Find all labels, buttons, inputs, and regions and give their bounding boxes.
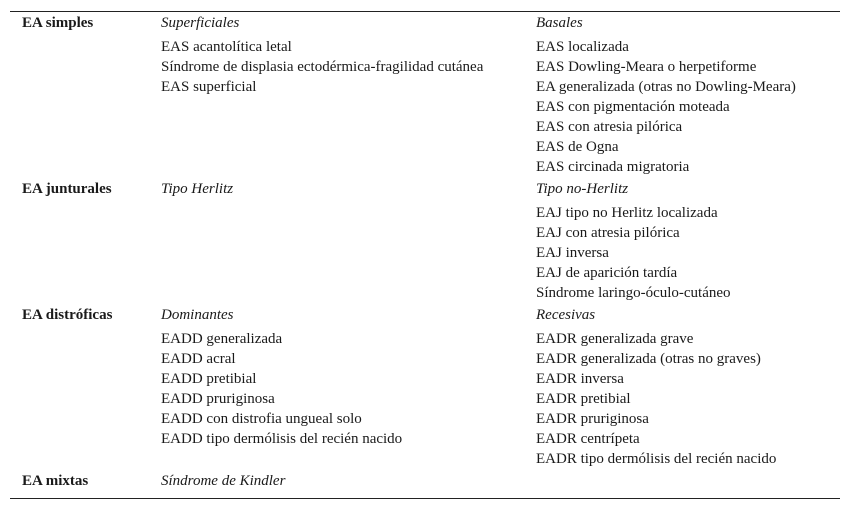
subtype-heading: Basales — [536, 15, 583, 31]
subtype-column-1 — [161, 305, 402, 449]
list-item: EADD acral — [161, 351, 236, 367]
table-top-rule — [10, 11, 840, 12]
list-item: EADR pruriginosa — [536, 411, 649, 427]
category-label: EA junturales — [22, 181, 112, 197]
subtype-column-1 — [161, 13, 483, 97]
list-item: EAJ inversa — [536, 245, 609, 261]
list-item: EADD con distrofia ungueal solo — [161, 411, 362, 427]
subtype-column-2 — [536, 305, 776, 469]
subtype-column-2 — [536, 179, 731, 303]
list-item: EAS con pigmentación moteada — [536, 99, 730, 115]
table-bottom-rule — [10, 498, 840, 499]
subtype-heading: Tipo no-Herlitz — [536, 181, 629, 197]
list-item: EADR inversa — [536, 371, 624, 387]
subtype-heading: Síndrome de Kindler — [161, 473, 286, 489]
list-item: EADR generalizada grave — [536, 331, 694, 347]
list-item: EAJ con atresia pilórica — [536, 225, 680, 241]
list-item: EADD pretibial — [161, 371, 257, 387]
list-item: EAS circinada migratoria — [536, 159, 690, 175]
subtype-column-1 — [161, 179, 233, 203]
list-item: EADR pretibial — [536, 391, 631, 407]
subtype-list — [161, 37, 483, 97]
category-label: EA simples — [22, 15, 94, 31]
subtype-list — [161, 329, 402, 449]
list-item: EAS Dowling-Meara o herpetiforme — [536, 59, 757, 75]
subtype-heading: Recesivas — [536, 307, 596, 323]
subtype-heading: Dominantes — [161, 307, 234, 323]
list-item: EAS de Ogna — [536, 139, 619, 155]
list-item: EADR generalizada (otras no graves) — [536, 351, 761, 367]
list-item: EAS con atresia pilórica — [536, 119, 683, 135]
list-item: EA generalizada (otras no Dowling-Meara) — [536, 79, 796, 95]
list-item: EAJ de aparición tardía — [536, 265, 678, 281]
list-item: EAS localizada — [536, 39, 629, 55]
list-item: EADR centrípeta — [536, 431, 640, 447]
category-label: EA distróficas — [22, 307, 113, 323]
subtype-column-1 — [161, 471, 285, 495]
subtype-heading: Tipo Herlitz — [161, 181, 234, 197]
category-label: EA mixtas — [22, 473, 89, 489]
subtype-column-2 — [536, 13, 796, 177]
list-item: EADD pruriginosa — [161, 391, 275, 407]
subtype-list — [536, 203, 731, 303]
list-item: Síndrome laringo-óculo-cutáneo — [536, 285, 731, 301]
list-item: EAJ tipo no Herlitz localizada — [536, 205, 718, 221]
list-item: Síndrome de displasia ectodérmica-fragilidad cutánea — [161, 59, 484, 75]
subtype-heading: Superficiales — [161, 15, 240, 31]
list-item: EADR tipo dermólisis del recién nacido — [536, 451, 777, 467]
list-item: EADD tipo dermólisis del recién nacido — [161, 431, 403, 447]
list-item: EAS acantolítica letal — [161, 39, 292, 55]
list-item: EAS superficial — [161, 79, 257, 95]
subtype-list — [536, 37, 796, 177]
list-item: EADD generalizada — [161, 331, 283, 347]
subtype-list — [536, 329, 776, 469]
